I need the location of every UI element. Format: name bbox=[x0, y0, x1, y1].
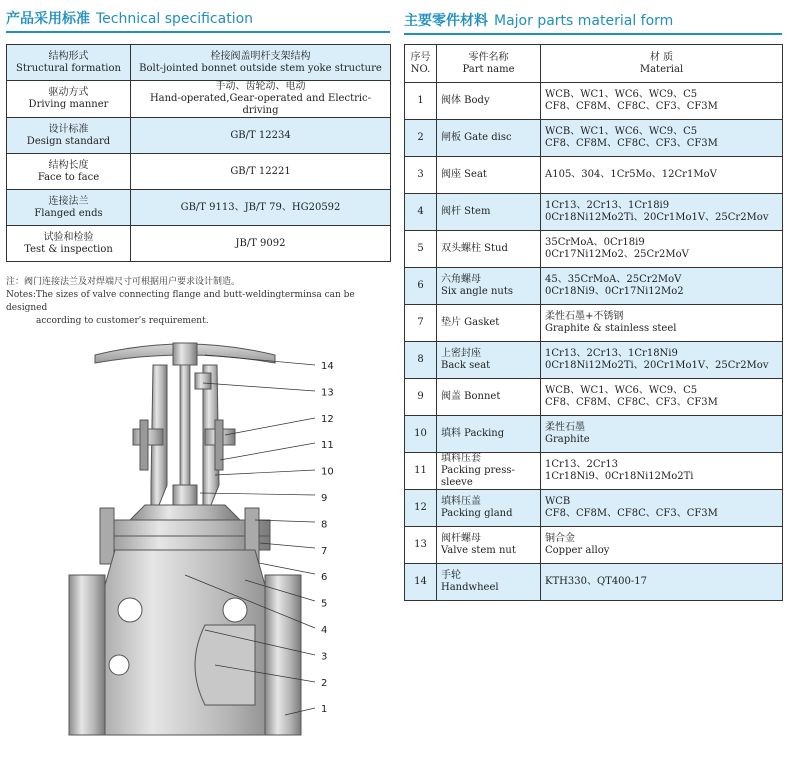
material-row bbox=[405, 305, 783, 342]
spec-label: 驱动方式 Driving manner bbox=[7, 81, 131, 118]
spec-note-en-line1: Notes:The sizes of valve connecting flange and butt-weldingterminsa can be designed bbox=[6, 290, 355, 313]
material-value: WCB、WC1、WC6、WC9、C5 CF8、CF8M、CF8C、CF3、CF3M bbox=[541, 379, 783, 416]
spec-row bbox=[7, 190, 391, 226]
callout-label: 5 bbox=[321, 598, 328, 610]
material-value: A105、304、1Cr5Mo、12Cr1MoV bbox=[541, 157, 783, 194]
material-form-heading-zh: 主要零件材料 bbox=[404, 13, 488, 29]
material-row bbox=[405, 157, 783, 194]
material-row bbox=[405, 527, 783, 564]
material-part-name: 上密封座 Back seat bbox=[437, 342, 541, 379]
material-part-name: 填料 Packing bbox=[437, 416, 541, 453]
material-part-name: 垫片 Gasket bbox=[437, 305, 541, 342]
material-no: 1 bbox=[405, 83, 437, 120]
callout-label: 13 bbox=[321, 387, 334, 399]
material-no: 11 bbox=[405, 453, 437, 490]
material-value: 35CrMoA、0Cr18i9 0Cr17Ni12Mo2、25Cr2MoV bbox=[541, 231, 783, 268]
material-row bbox=[405, 416, 783, 453]
material-row bbox=[405, 194, 783, 231]
material-no: 12 bbox=[405, 490, 437, 527]
spec-row bbox=[7, 45, 391, 81]
handwheel-part bbox=[95, 343, 275, 365]
material-value: KTH330、QT400-17 bbox=[541, 564, 783, 601]
callout-label: 10 bbox=[321, 466, 334, 478]
material-value: WCB、WC1、WC6、WC9、C5 CF8、CF8M、CF8C、CF3、CF3M bbox=[541, 120, 783, 157]
callout-label: 7 bbox=[321, 545, 328, 557]
spec-value: 手动、齿轮动、电动 Hand-operated,Gear-operated and Electric-driving bbox=[131, 81, 391, 118]
material-table-header bbox=[405, 45, 783, 83]
callout-label: 2 bbox=[321, 677, 328, 689]
material-row bbox=[405, 120, 783, 157]
material-form-divider bbox=[404, 33, 782, 35]
callout-label: 4 bbox=[321, 625, 328, 636]
spec-value: GB/T 12221 bbox=[131, 154, 391, 190]
spec-label: 连接法兰 Flanged ends bbox=[7, 190, 131, 226]
material-part-name: 阀杆螺母 Valve stem nut bbox=[437, 527, 541, 564]
spec-note bbox=[6, 276, 396, 328]
material-part-name: 阀杆 Stem bbox=[437, 194, 541, 231]
material-value: 柔性石墨 Graphite bbox=[541, 416, 783, 453]
material-no: 3 bbox=[405, 157, 437, 194]
spec-value: JB/T 9092 bbox=[131, 226, 391, 262]
header-no: 序号 NO. bbox=[405, 45, 437, 83]
material-part-name: 阀盖 Bonnet bbox=[437, 379, 541, 416]
technical-spec-heading-zh: 产品采用标准 bbox=[6, 11, 90, 27]
callout-label: 8 bbox=[321, 519, 328, 531]
spec-row bbox=[7, 226, 391, 262]
material-value: WCB、WC1、WC6、WC9、C5 CF8、CF8M、CF8C、CF3、CF3M bbox=[541, 83, 783, 120]
material-row bbox=[405, 453, 783, 490]
spec-label: 结构长度 Face to face bbox=[7, 154, 131, 190]
material-no: 7 bbox=[405, 305, 437, 342]
technical-spec-divider bbox=[6, 31, 390, 33]
technical-spec-table bbox=[6, 44, 391, 262]
material-no: 14 bbox=[405, 564, 437, 601]
material-no: 10 bbox=[405, 416, 437, 453]
material-part-name: 填料压盖 Packing gland bbox=[437, 490, 541, 527]
spec-value: 栓接阀盖明杆支架结构 Bolt-jointed bonnet outside stem yoke structure bbox=[131, 45, 391, 81]
material-value: 柔性石墨+不锈钢 Graphite & stainless steel bbox=[541, 305, 783, 342]
material-form-heading-en: Major parts material form bbox=[494, 13, 674, 29]
spec-label: 试验和检验 Test & inspection bbox=[7, 226, 131, 262]
material-row bbox=[405, 379, 783, 416]
material-part-name: 阀体 Body bbox=[437, 83, 541, 120]
spec-row bbox=[7, 154, 391, 190]
material-row bbox=[405, 83, 783, 120]
material-form-heading bbox=[404, 10, 673, 30]
spec-label: 结构形式 Structural formation bbox=[7, 45, 131, 81]
technical-spec-heading bbox=[6, 8, 253, 28]
spec-note-en-line2: according to customer's requirement. bbox=[36, 316, 209, 326]
callout-label: 3 bbox=[321, 651, 328, 663]
material-no: 2 bbox=[405, 120, 437, 157]
material-value: 1Cr13、2Cr13 1Cr18Ni9、0Cr18Ni12Mo2Ti bbox=[541, 453, 783, 490]
material-row bbox=[405, 342, 783, 379]
material-part-name: 闸板 Gate disc bbox=[437, 120, 541, 157]
material-value: 1Cr13、2Cr13、1Cr18i9 0Cr18Ni12Mo2Ti、20Cr1Mo1V、25Cr2Mov bbox=[541, 194, 783, 231]
material-no: 8 bbox=[405, 342, 437, 379]
header-part-name: 零件名称 Part name bbox=[437, 45, 541, 83]
spec-row bbox=[7, 81, 391, 118]
material-no: 4 bbox=[405, 194, 437, 231]
material-no: 5 bbox=[405, 231, 437, 268]
material-value: 1Cr13、2Cr13、1Cr18Ni9 0Cr18Ni12Mo2Ti、20Cr1Mo1V、25Cr2Mov bbox=[541, 342, 783, 379]
material-part-name: 六角螺母 Six angle nuts bbox=[437, 268, 541, 305]
material-part-name: 手轮 Handwheel bbox=[437, 564, 541, 601]
material-row bbox=[405, 268, 783, 305]
material-no: 13 bbox=[405, 527, 437, 564]
material-value: 铜合金 Copper alloy bbox=[541, 527, 783, 564]
gate-valve-drawing bbox=[55, 325, 355, 767]
spec-value: GB/T 12234 bbox=[131, 118, 391, 154]
callout-label: 9 bbox=[321, 493, 328, 504]
spec-note-zh: 注：阀门连接法兰及对焊端尺寸可根据用户要求设计制造。 bbox=[6, 277, 241, 287]
callout-label: 1 bbox=[321, 704, 328, 716]
callout-label: 14 bbox=[321, 361, 334, 372]
material-part-name: 填料压套 Packing press-sleeve bbox=[437, 453, 541, 490]
body-part bbox=[69, 550, 301, 735]
material-value: WCB CF8、CF8M、CF8C、CF3、CF3M bbox=[541, 490, 783, 527]
callout-labels bbox=[321, 361, 334, 715]
callout-label: 12 bbox=[321, 413, 334, 425]
callout-label: 11 bbox=[321, 440, 334, 452]
technical-spec-heading-en: Technical specification bbox=[96, 11, 254, 27]
material-table bbox=[404, 44, 783, 601]
material-row bbox=[405, 231, 783, 268]
material-no: 9 bbox=[405, 379, 437, 416]
material-part-name: 阀座 Seat bbox=[437, 157, 541, 194]
spec-row bbox=[7, 118, 391, 154]
material-value: 45、35CrMoA、25Cr2MoV 0Cr18Ni9、0Cr17Ni12Mo2 bbox=[541, 268, 783, 305]
callout-label: 6 bbox=[321, 572, 328, 584]
material-no: 6 bbox=[405, 268, 437, 305]
material-row bbox=[405, 564, 783, 601]
spec-value: GB/T 9113、JB/T 79、HG20592 bbox=[131, 190, 391, 226]
header-material: 材 质 Material bbox=[541, 45, 783, 83]
material-part-name: 双头螺柱 Stud bbox=[437, 231, 541, 268]
spec-label: 设计标准 Design standard bbox=[7, 118, 131, 154]
material-row bbox=[405, 490, 783, 527]
